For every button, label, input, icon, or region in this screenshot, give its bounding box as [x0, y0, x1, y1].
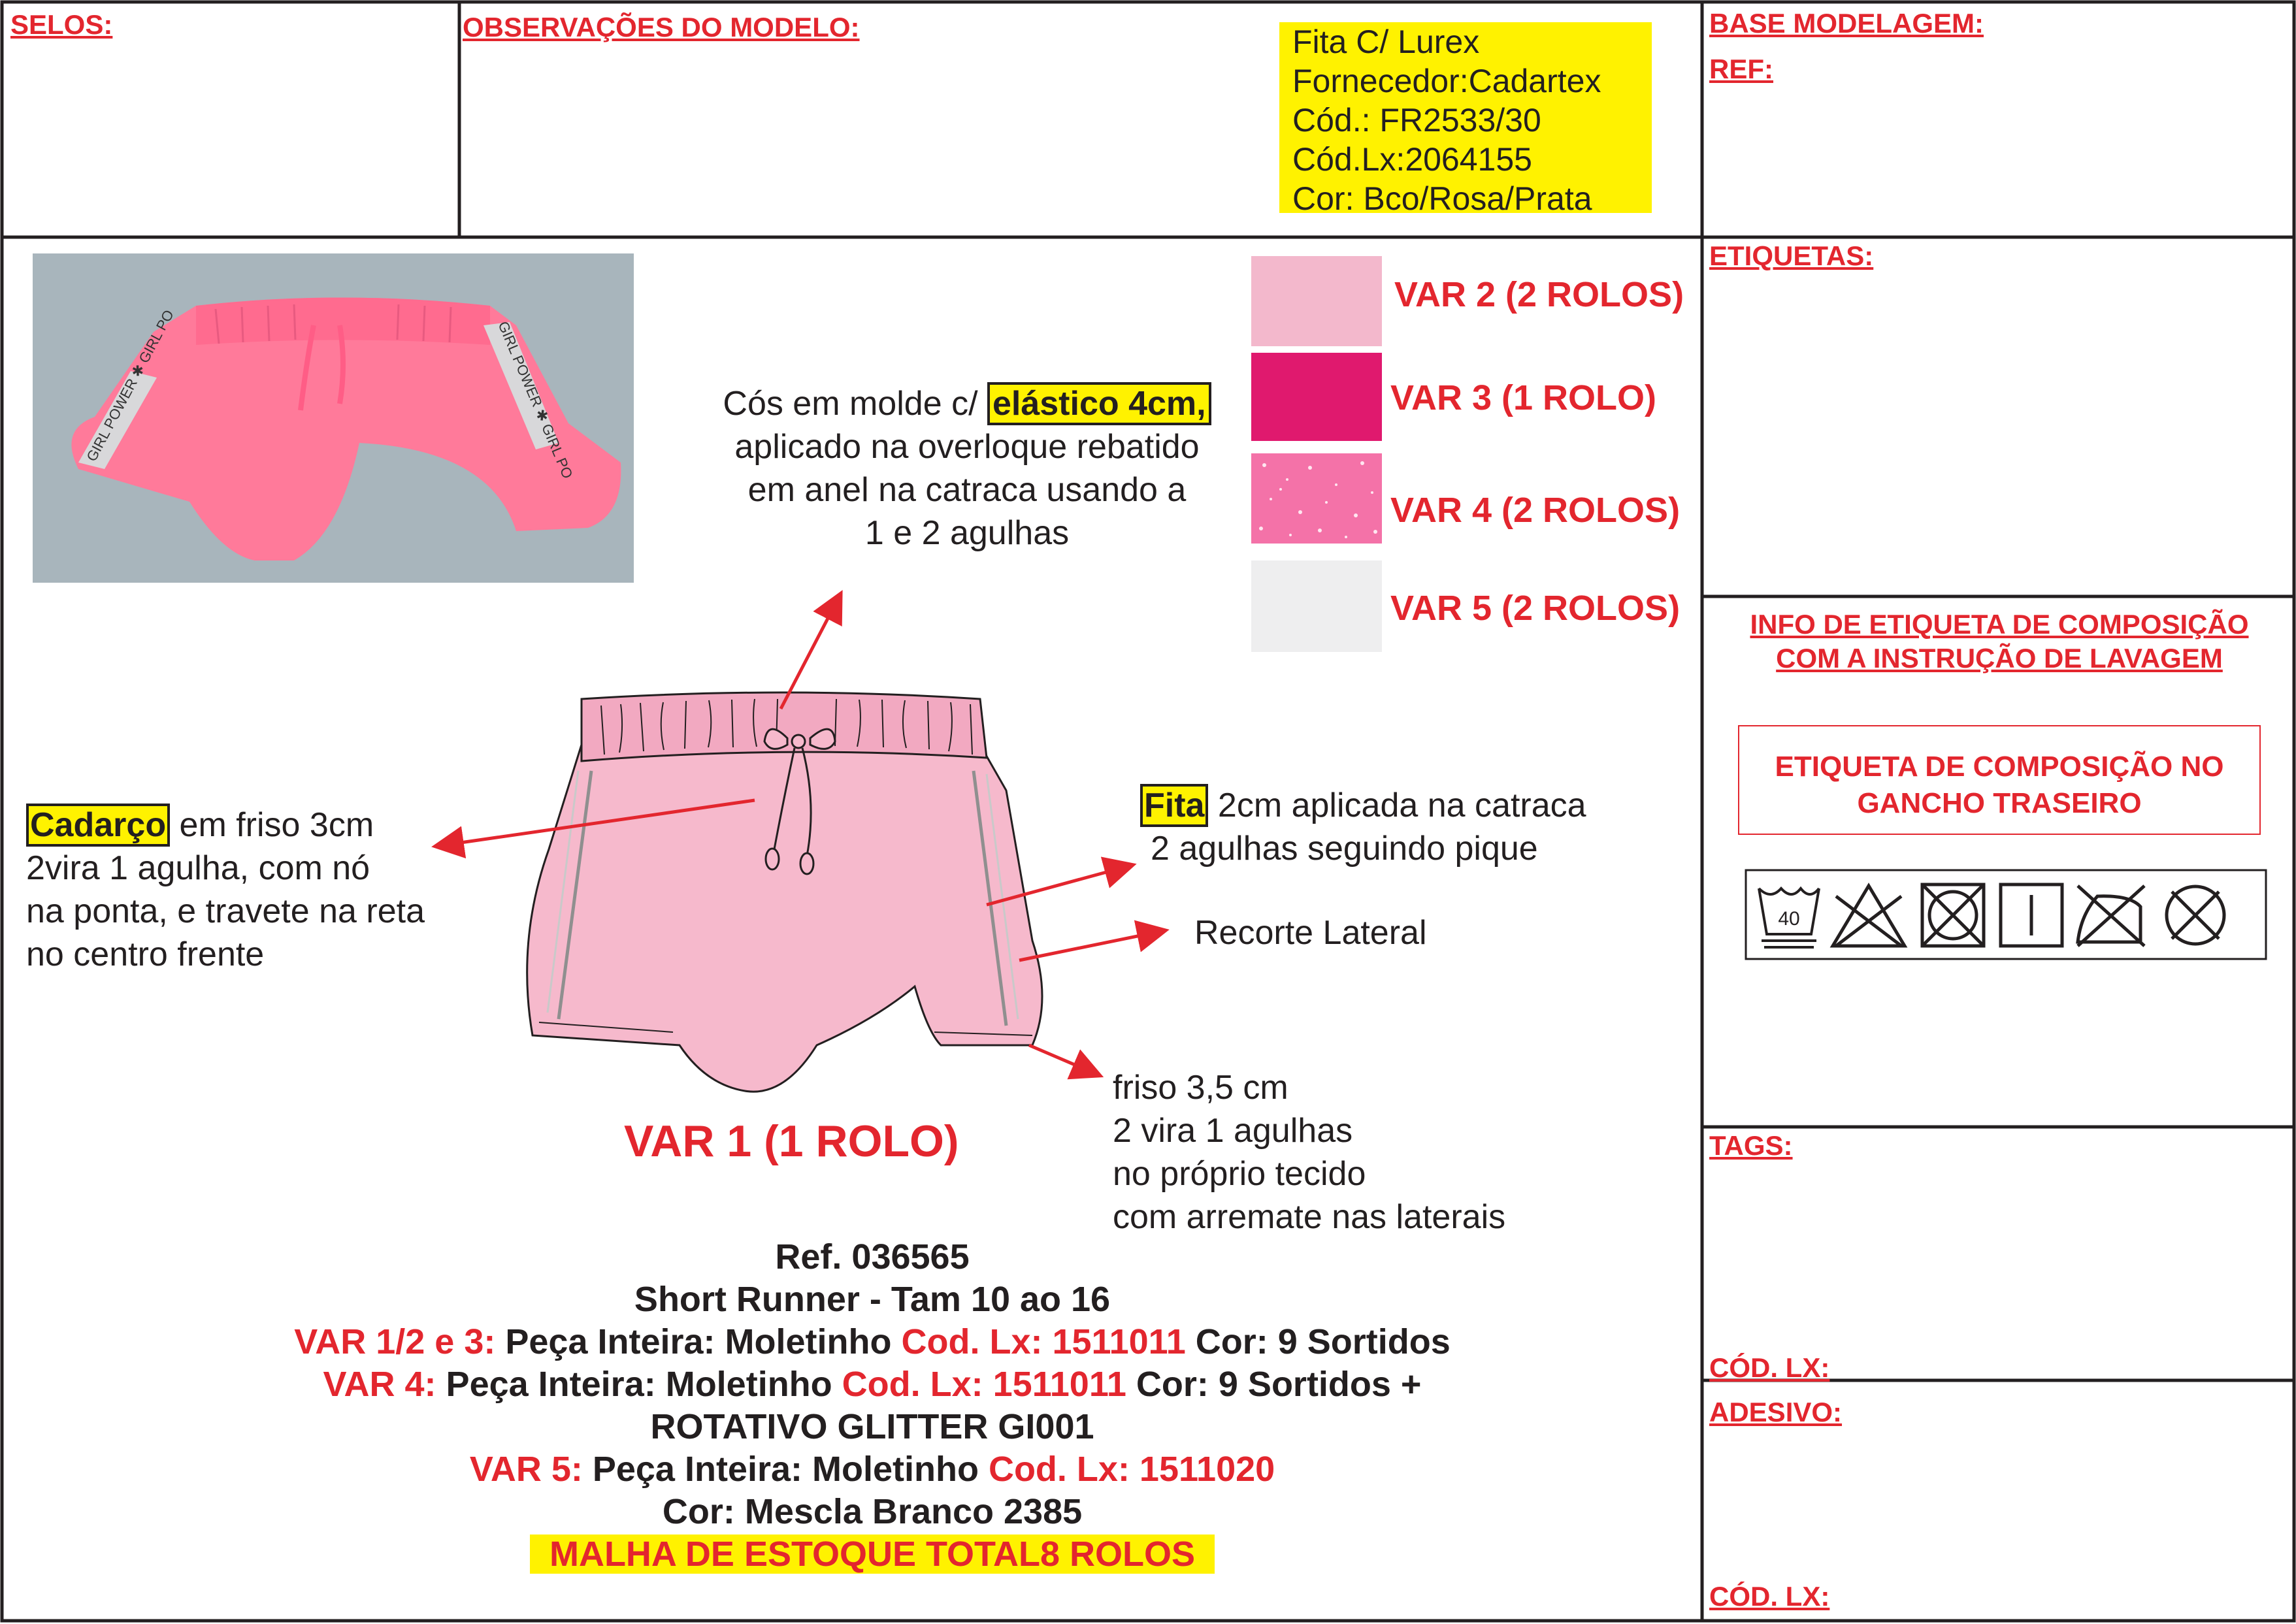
tags-label: TAGS:: [1709, 1130, 1793, 1161]
var2-label: VAR 2 (2 ROLOS): [1394, 275, 1684, 314]
var4-text: Peça Inteira: Moletinho: [436, 1365, 842, 1404]
var5-code: Cod. Lx: 1511020: [988, 1450, 1275, 1489]
etiqueta-box-line: ETIQUETA DE COMPOSIÇÃO NO: [1775, 751, 2224, 783]
cadarco-note-text: em friso 3cm: [170, 806, 374, 844]
fita-note-line: 2 agulhas seguindo pique: [1151, 830, 1538, 868]
var5-spec: [176, 1448, 1568, 1491]
tape-print-text: GIRL POWER ✱ GIRL PO: [83, 307, 177, 464]
friso-note-line: no próprio tecido: [1113, 1155, 1366, 1193]
selos-label: SELOS:: [10, 9, 113, 40]
var5-label: VAR 5:: [469, 1450, 583, 1489]
base-modelagem-label: BASE MODELAGEM:: [1709, 8, 1984, 39]
cod-lx-label: CÓD. LX:: [1709, 1352, 1830, 1383]
cos-note-highlight: elástico 4cm,: [987, 382, 1211, 425]
ref-number: Ref. 036565: [775, 1237, 970, 1276]
cadarco-note-line: na ponta, e travete na reta: [26, 892, 425, 930]
cadarco-note: [26, 804, 425, 976]
var123-color: Cor: 9 Sortidos: [1185, 1322, 1451, 1361]
var123-code: Cod. Lx: 1511011: [901, 1322, 1186, 1361]
fita-info-line: Cód.Lx:2064155: [1292, 141, 1532, 178]
fita-note-text: 2cm aplicada na catraca: [1208, 787, 1586, 824]
var4-spec-line2: ROTATIVO GLITTER GI001: [650, 1407, 1094, 1446]
cadarco-note-line: no centro frente: [26, 935, 265, 973]
tape-print-text: GIRL POWER ✱ GIRL PO: [495, 319, 576, 481]
ref-label: REF:: [1709, 54, 1773, 84]
var123-label: VAR 1/2 e 3:: [294, 1322, 496, 1361]
var123-text: Peça Inteira: Moletinho: [495, 1322, 902, 1361]
cos-note-line: aplicado na overloque rebatido: [734, 428, 1200, 466]
cod-lx-label: CÓD. LX:: [1709, 1581, 1830, 1612]
fita-info-line: Cor: Bco/Rosa/Prata: [1292, 180, 1592, 217]
var5-text: Peça Inteira: Moletinho: [582, 1450, 989, 1489]
etiqueta-box-line: GANCHO TRASEIRO: [1857, 787, 2142, 819]
cadarco-highlight: Cadarço: [26, 804, 170, 847]
cos-note: [680, 382, 1255, 555]
friso-note-line: 2 vira 1 agulhas: [1113, 1112, 1353, 1150]
cos-note-text: Cós em molde c/: [723, 385, 987, 423]
var123-spec: [176, 1321, 1568, 1363]
var4-spec: [176, 1363, 1568, 1406]
adesivo-label: ADESIVO:: [1709, 1397, 1843, 1427]
fita-highlight: Fita: [1140, 784, 1208, 827]
fita-info-line: Fita C/ Lurex: [1292, 24, 1480, 60]
recorte-note: Recorte Lateral: [1194, 914, 1427, 952]
fita-info-line: Fornecedor:Cadartex: [1292, 63, 1601, 99]
var4-code: Cod. Lx: 1511011: [842, 1365, 1126, 1404]
info-composicao-line: COM A INSTRUÇÃO DE LAVAGEM: [1776, 643, 2223, 674]
svg-text:40: 40: [1778, 908, 1800, 930]
var4-label: VAR 4:: [323, 1365, 436, 1404]
var4-color: Cor: 9 Sortidos +: [1126, 1365, 1422, 1404]
var5-label: VAR 5 (2 ROLOS): [1390, 589, 1681, 628]
friso-note: [1113, 1066, 1505, 1239]
cos-note-line: 1 e 2 agulhas: [864, 514, 1070, 552]
info-composicao-line: INFO DE ETIQUETA DE COMPOSIÇÃO: [1750, 609, 2249, 640]
var1-label: VAR 1 (1 ROLO): [624, 1116, 959, 1166]
stock-total: MALHA DE ESTOQUE TOTAL8 ROLOS: [530, 1535, 1215, 1574]
observacoes-label: OBSERVAÇÕES DO MODELO:: [463, 12, 860, 42]
stock-line: [176, 1533, 1568, 1576]
var5-color: Cor: Mescla Branco 2385: [662, 1492, 1083, 1531]
cadarco-note-line: 2vira 1 agulha, com nó: [26, 849, 370, 887]
fita-note: [1140, 784, 1586, 870]
product-name: Short Runner - Tam 10 ao 16: [634, 1280, 1111, 1319]
cos-note-line: em anel na catraca usando a: [747, 471, 1187, 509]
fita-info-line: Cód.: FR2533/30: [1292, 102, 1541, 138]
friso-note-line: friso 3,5 cm: [1113, 1069, 1288, 1107]
friso-note-line: com arremate nas laterais: [1113, 1198, 1506, 1236]
bottom-spec: [176, 1236, 1568, 1576]
var4-label: VAR 4 (2 ROLOS): [1390, 491, 1681, 530]
var3-label: VAR 3 (1 ROLO): [1390, 378, 1657, 417]
etiquetas-label: ETIQUETAS:: [1709, 240, 1874, 271]
